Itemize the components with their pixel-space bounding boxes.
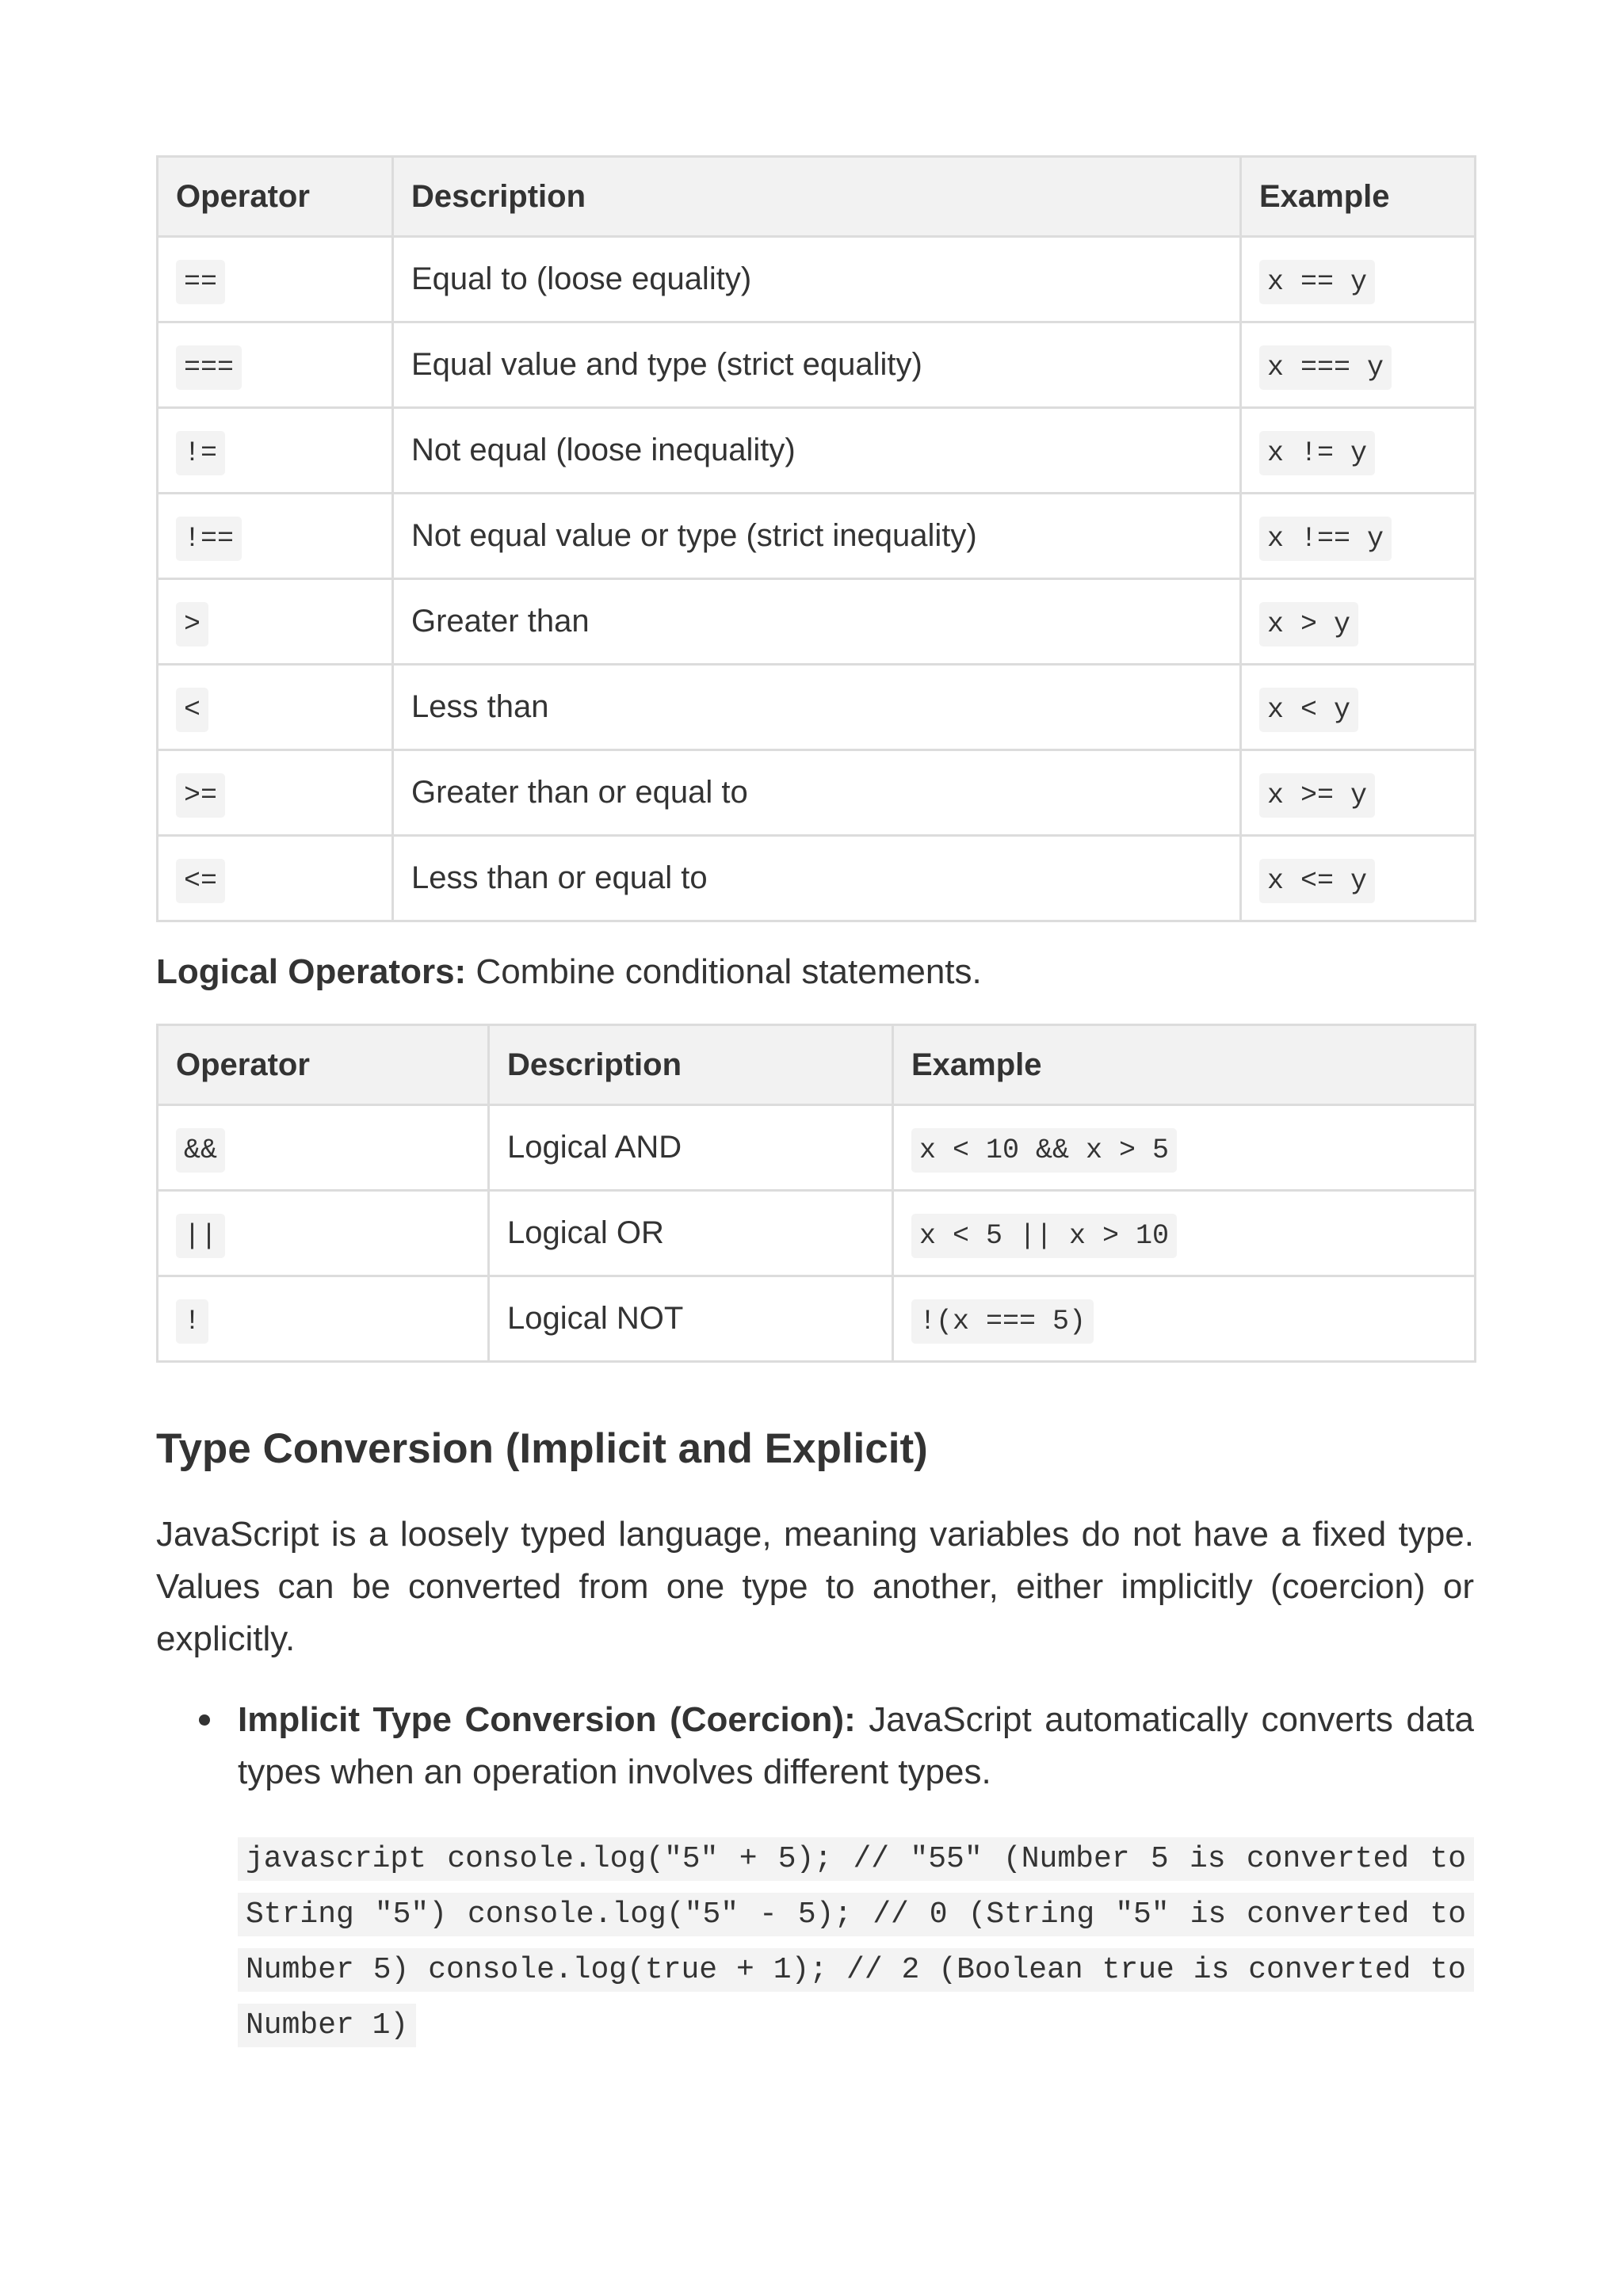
- table-row: [158, 1191, 1476, 1276]
- table-row: [158, 836, 1476, 921]
- header-example: Example: [1241, 157, 1476, 237]
- operator-cell: [158, 322, 393, 408]
- example-code: x == y: [1259, 260, 1375, 304]
- table-row: [158, 1276, 1476, 1362]
- operator-cell: [158, 1276, 489, 1362]
- type-conversion-paragraph: JavaScript is a loosely typed language, meaning variables do not have a fixed type. Values can be converted from one type to another, either implicitly (coercion) or explicitly.: [156, 1515, 1474, 1658]
- example-code: x >= y: [1259, 773, 1375, 818]
- description-cell: Less than: [393, 665, 1241, 750]
- header-description: Description: [393, 157, 1241, 237]
- operator-code: <=: [176, 859, 225, 903]
- operator-code: !=: [176, 431, 225, 475]
- code-block: [238, 1832, 1474, 2054]
- description-cell: Not equal value or type (strict inequality): [393, 494, 1241, 579]
- logical-operators-label: Logical Operators:: [156, 952, 467, 991]
- example-cell: [1241, 237, 1476, 322]
- table-row: [158, 665, 1476, 750]
- example-code: x < 5 || x > 10: [911, 1214, 1177, 1258]
- operator-cell: [158, 1105, 489, 1191]
- description-cell: Greater than: [393, 579, 1241, 665]
- example-code: x < 10 && x > 5: [911, 1128, 1177, 1173]
- operator-code: !==: [176, 517, 242, 561]
- description-cell: Logical AND: [489, 1105, 893, 1191]
- operator-code: <: [176, 688, 208, 732]
- operator-code: >: [176, 602, 208, 646]
- table-row: [158, 237, 1476, 322]
- bullet-text: JavaScript automatically converts data types when an operation involves different types.: [238, 1700, 1474, 1791]
- operator-code: >=: [176, 773, 225, 818]
- example-cell: [893, 1191, 1476, 1276]
- operator-cell: [158, 408, 393, 494]
- description-cell: Less than or equal to: [393, 836, 1241, 921]
- description-cell: Equal value and type (strict equality): [393, 322, 1241, 408]
- example-cell: [1241, 494, 1476, 579]
- example-code: x != y: [1259, 431, 1375, 475]
- description-cell: Not equal (loose inequality): [393, 408, 1241, 494]
- operator-cell: [158, 1191, 489, 1276]
- operator-code: ||: [176, 1214, 225, 1258]
- example-cell: [1241, 408, 1476, 494]
- table-header-row: [158, 1025, 1476, 1105]
- table-row: [158, 750, 1476, 836]
- operator-code: ===: [176, 345, 242, 390]
- logical-operators-intro: [156, 946, 1474, 998]
- table-row: [158, 408, 1476, 494]
- table-row: [158, 494, 1476, 579]
- list-item: [156, 1694, 1474, 1798]
- logical-operators-text: Combine conditional statements.: [466, 952, 982, 991]
- type-conversion-heading: Type Conversion (Implicit and Explicit): [156, 1425, 928, 1472]
- description-cell: Greater than or equal to: [393, 750, 1241, 836]
- table-row: [158, 322, 1476, 408]
- bullet-icon: [199, 1714, 210, 1726]
- operator-cell: [158, 665, 393, 750]
- example-cell: [1241, 322, 1476, 408]
- example-code: x < y: [1259, 688, 1358, 732]
- example-cell: [1241, 750, 1476, 836]
- table-header-row: [158, 157, 1476, 237]
- operator-cell: [158, 237, 393, 322]
- header-operator: Operator: [158, 1025, 489, 1105]
- document-content: [156, 155, 1474, 2054]
- example-cell: [1241, 836, 1476, 921]
- operator-code: &&: [176, 1128, 225, 1173]
- operator-cell: [158, 579, 393, 665]
- example-cell: [893, 1276, 1476, 1362]
- header-example: Example: [893, 1025, 1476, 1105]
- table-row: [158, 579, 1476, 665]
- example-cell: [1241, 665, 1476, 750]
- bullet-label: Implicit Type Conversion (Coercion):: [238, 1700, 856, 1739]
- operator-code: ==: [176, 260, 225, 304]
- operator-cell: [158, 750, 393, 836]
- operator-cell: [158, 494, 393, 579]
- header-operator: Operator: [158, 157, 393, 237]
- example-cell: [1241, 579, 1476, 665]
- example-cell: [893, 1105, 1476, 1191]
- example-code: x > y: [1259, 602, 1358, 646]
- example-code: x <= y: [1259, 859, 1375, 903]
- header-description: Description: [489, 1025, 893, 1105]
- operator-code: !: [176, 1299, 208, 1344]
- description-cell: Equal to (loose equality): [393, 237, 1241, 322]
- comparison-operators-table: [156, 155, 1476, 922]
- example-code: x === y: [1259, 345, 1392, 390]
- description-cell: Logical OR: [489, 1191, 893, 1276]
- operator-cell: [158, 836, 393, 921]
- table-row: [158, 1105, 1476, 1191]
- example-code: !(x === 5): [911, 1299, 1094, 1344]
- logical-operators-table: [156, 1024, 1476, 1363]
- example-code: x !== y: [1259, 517, 1392, 561]
- code-snippet: javascript console.log("5" + 5); // "55" (Number 5 is converted to String "5") console.log("5" - 5); // 0 (String "5" is converted to Number 5) console.log(true + 1); // 2 (Boolean true is converted to Number 1): [238, 1837, 1474, 2047]
- description-cell: Logical NOT: [489, 1276, 893, 1362]
